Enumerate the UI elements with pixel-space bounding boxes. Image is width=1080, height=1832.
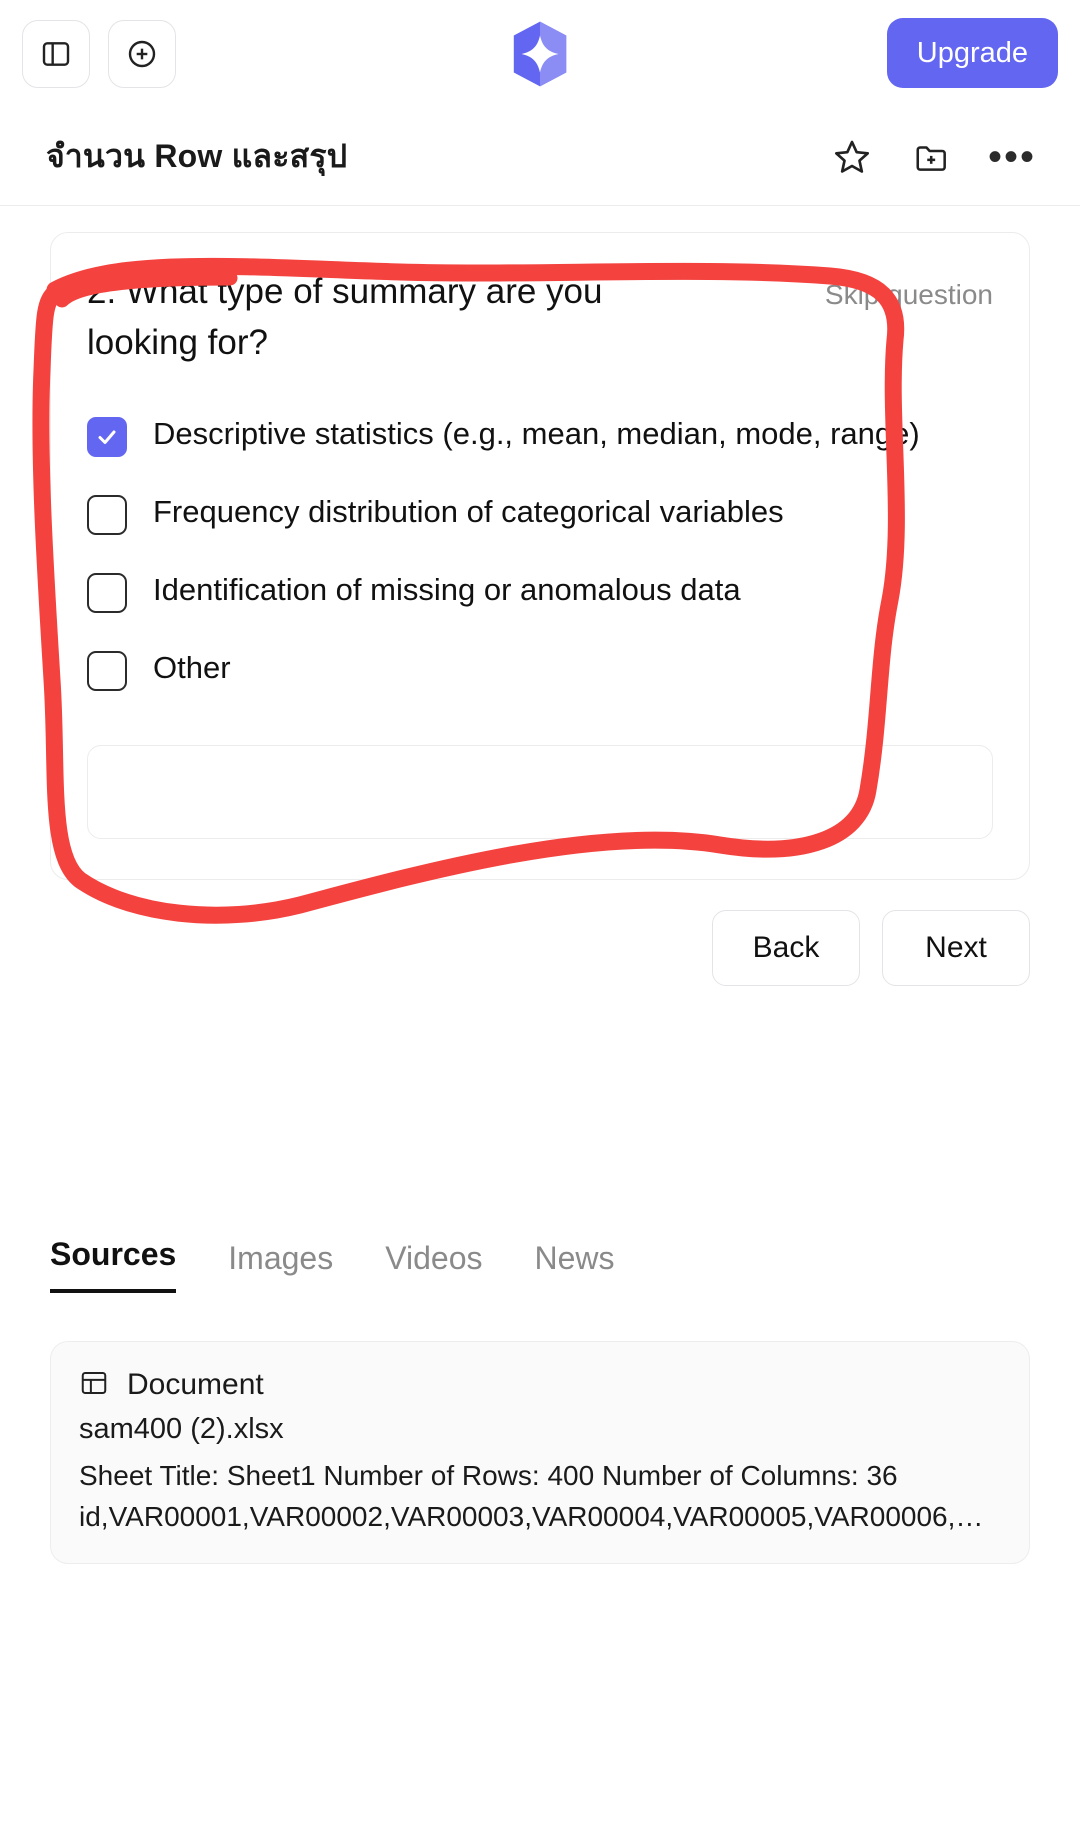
tab-videos[interactable]: Videos (385, 1239, 483, 1276)
source-card[interactable] (50, 1341, 1030, 1564)
tab-images[interactable]: Images (228, 1239, 334, 1276)
question-area (0, 206, 1080, 880)
more-options-icon[interactable]: ••• (988, 134, 1037, 179)
panel-toggle-icon (40, 38, 72, 70)
next-button[interactable]: Next (882, 910, 1030, 986)
sidebar-toggle-button[interactable] (22, 20, 90, 88)
option-list (87, 413, 993, 691)
results-tabs (0, 1236, 1080, 1293)
checkbox-frequency-distribution[interactable] (87, 495, 127, 535)
checkbox-descriptive-statistics[interactable] (87, 417, 127, 457)
brand-logo-icon (503, 17, 577, 91)
question-text: 2. What type of summary are you looking for? (87, 272, 603, 362)
tab-sources[interactable]: Sources (50, 1236, 176, 1293)
page-title: จำนวน Row และสรุป (46, 138, 348, 174)
upgrade-button[interactable]: Upgrade (887, 18, 1058, 88)
source-kind: Document (127, 1368, 264, 1401)
new-chat-button[interactable] (108, 20, 176, 88)
option-item[interactable] (87, 491, 993, 535)
other-answer-input[interactable] (87, 745, 993, 839)
question-nav (0, 880, 1080, 986)
question-header (87, 267, 993, 369)
top-bar (0, 0, 1080, 108)
option-label: Descriptive statistics (e.g., mean, median, mode, range) (153, 415, 920, 451)
option-label: Frequency distribution of categorical variables (153, 493, 784, 529)
back-button[interactable]: Back (712, 910, 860, 986)
source-header (79, 1368, 1001, 1403)
question-card (50, 232, 1030, 880)
option-item[interactable] (87, 413, 993, 457)
conversation-title-bar (0, 108, 1080, 206)
add-to-folder-icon[interactable] (910, 135, 954, 179)
tab-news[interactable]: News (534, 1239, 615, 1276)
skip-question-button[interactable]: Skip question (824, 279, 993, 310)
title-actions (830, 135, 1044, 179)
source-meta: Sheet Title: Sheet1 Number of Rows: 400 Number of Columns: 36 (79, 1459, 898, 1491)
plus-circle-icon (126, 38, 158, 70)
sources-panel (0, 1293, 1080, 1564)
source-columns: id,VAR00001,VAR00002,VAR00003,VAR00004,VAR00005,VAR00006,… (79, 1500, 984, 1532)
star-icon[interactable] (830, 135, 874, 179)
option-label: Identification of missing or anomalous data (153, 571, 741, 607)
checkbox-other[interactable] (87, 651, 127, 691)
checkbox-missing-data[interactable] (87, 573, 127, 613)
option-label: Other (153, 649, 231, 685)
option-item[interactable] (87, 569, 993, 613)
table-icon (79, 1368, 109, 1403)
option-item[interactable] (87, 647, 993, 691)
source-filename: sam400 (2).xlsx (79, 1412, 284, 1445)
